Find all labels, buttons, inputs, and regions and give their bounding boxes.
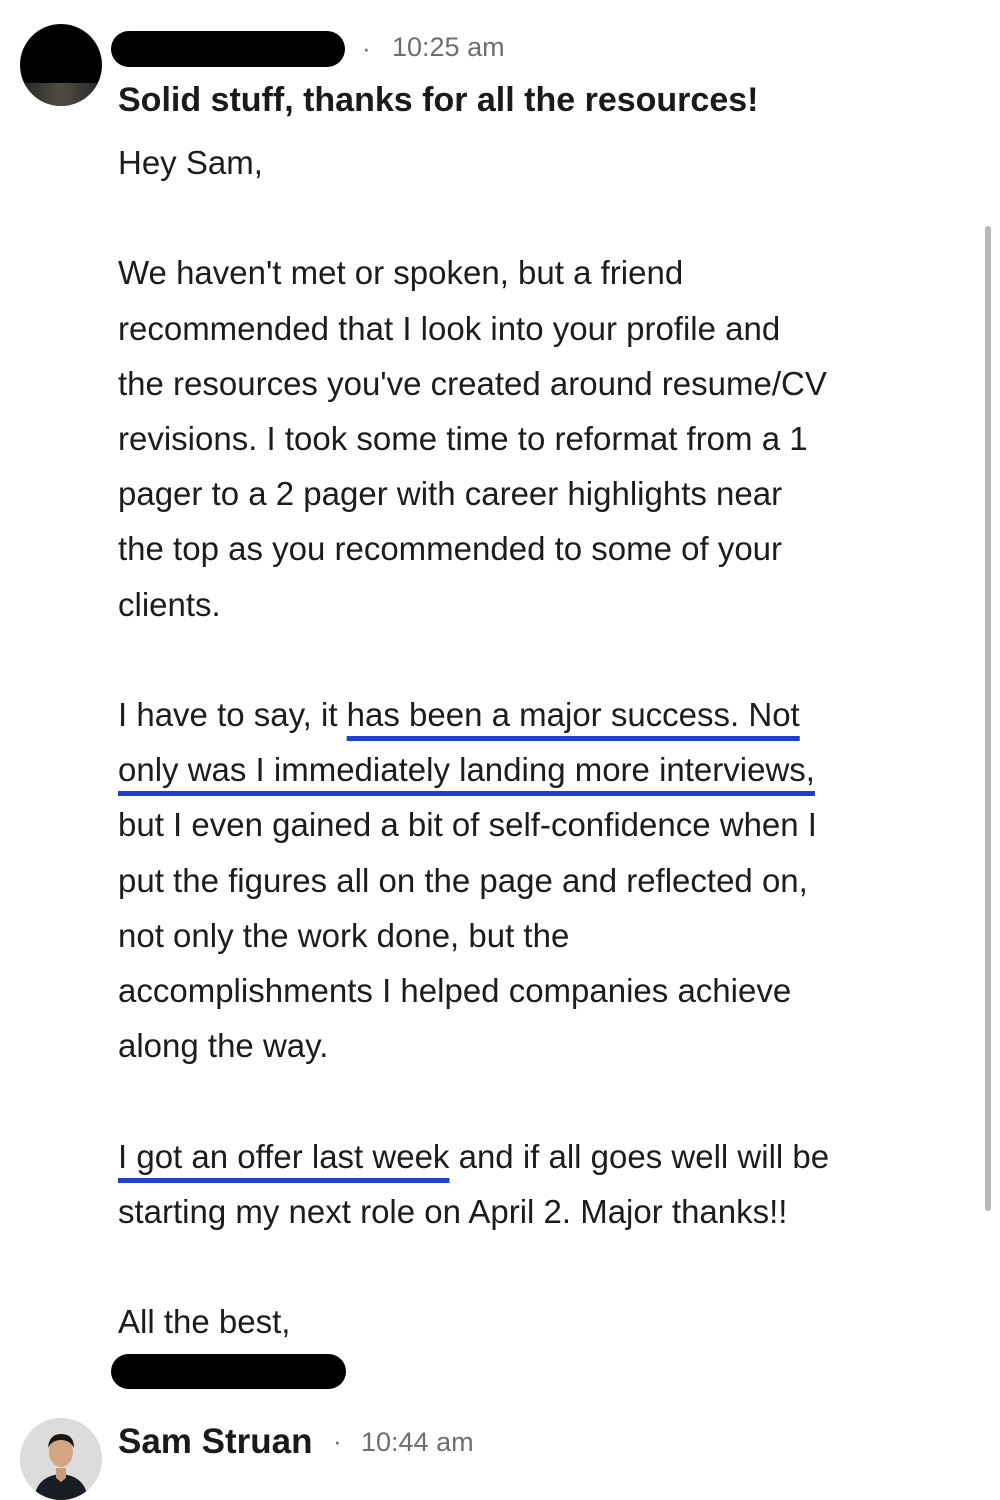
sender-name[interactable]: Sam Struan <box>118 1422 313 1461</box>
text-line: pager to a 2 pager with career highlights near <box>118 475 783 513</box>
paragraph-1 <box>118 245 938 631</box>
text-line: put the figures all on the page and reflected on, <box>118 861 808 899</box>
text-line <box>118 687 938 742</box>
meta-separator: · <box>333 1426 342 1456</box>
highlighted-text: I got an offer last week <box>118 1137 450 1175</box>
redacted-sender-name <box>111 31 345 67</box>
text-line: starting my next role on April 2. Major thanks!! <box>118 1192 788 1230</box>
meta-separator: · <box>362 33 371 63</box>
redacted-signature <box>111 1354 346 1389</box>
text-line: the resources you've created around resume/CV <box>118 364 827 402</box>
text-line <box>118 742 938 797</box>
text-line <box>118 1129 938 1184</box>
sender-avatar[interactable] <box>20 24 102 106</box>
avatar-photo <box>20 83 102 106</box>
paragraph-2 <box>118 687 938 1073</box>
text-line: but I even gained a bit of self-confidence when I <box>118 806 817 844</box>
message-timestamp: 10:25 am <box>392 32 505 62</box>
highlighted-text: has been a major success. Not <box>346 696 800 733</box>
scrollbar[interactable] <box>985 226 991 1211</box>
text-segment: I have to say, it <box>118 696 347 733</box>
text-line: accomplishments I helped companies achieve <box>118 972 792 1010</box>
message-timestamp: 10:44 am <box>361 1427 474 1457</box>
text-line: recommended that I look into your profile and <box>118 309 781 347</box>
text-segment: and if all goes well will be <box>449 1137 830 1175</box>
text-line: the top as you recommended to some of your <box>118 530 783 568</box>
text-line: not only the work done, but the <box>118 916 570 954</box>
text-line: along the way. <box>118 1027 329 1065</box>
message-subject: Solid stuff, thanks for all the resources! <box>118 81 759 119</box>
greeting: Hey Sam, <box>118 144 263 181</box>
sam-avatar[interactable] <box>20 1418 102 1500</box>
message-body <box>118 135 938 1349</box>
text-line: We haven't met or spoken, but a friend <box>118 254 684 292</box>
text-line: revisions. I took some time to reformat from a 1 <box>118 420 808 457</box>
closing: All the best, <box>118 1303 291 1341</box>
paragraph-3 <box>118 1129 938 1239</box>
highlighted-text: only was I immediately landing more interviews, <box>118 751 815 789</box>
text-line: clients. <box>118 585 221 623</box>
person-photo-icon <box>20 1418 102 1500</box>
